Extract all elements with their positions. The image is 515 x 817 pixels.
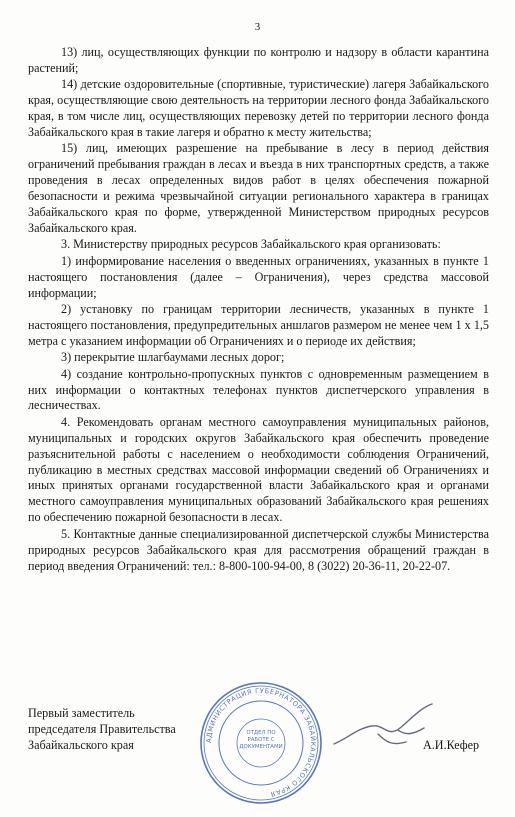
signature-block bbox=[28, 686, 498, 806]
page-number: 3 bbox=[254, 21, 261, 33]
paragraph-section-3: 3. Министерству природных ресурсов Забайкальского края организовать: bbox=[61, 237, 441, 252]
paragraph-section-4: 4. Рекомендовать органам местного самоуправления муниципальных районов, муниципальных и городских округов Забайкальского края обеспечить проведение разъяснительной работы с населением о необходимости соблюдения Ограничений, публикацию в местных средствах массовой информации сведений об Ограничениях и иных принятых органами государственной власти Забайкальского края и органами местного самоуправления муниципальных образований Забайкальского края решениях по обеспечению пожарной безопасности в лесах. bbox=[28, 414, 489, 525]
paragraph-13: 13) лиц, осуществляющих функции по контролю и надзору в области карантина растений; bbox=[28, 45, 489, 75]
signatory-name: А.И.Кефер bbox=[423, 738, 480, 752]
paragraph-3-3: 3) перекрытие шлагбаумами лесных дорог; bbox=[61, 350, 285, 365]
paragraph-3-2: 2) установку по границам территории лесничеств, указанных в пункте 1 настоящего постановления, предупредительных аншлагов размером не менее чем 1 х 1,5 метра с указанием информации об Ограничениях и о периоде их действия; bbox=[28, 302, 489, 348]
paragraph-14: 14) детские оздоровительные (спортивные, туристические) лагеря Забайкальского края, осуществляющие свою деятельность на территории лесного фонда Забайкальского края, в том числе лиц, осуществляющих перевозку детей по территории лесного фонда Забайкальского края в такие лагеря и обратно к месту жительства; bbox=[28, 77, 489, 140]
position-line: Первый заместитель bbox=[28, 706, 135, 720]
paragraph-3-4: 4) создание контрольно-пропускных пунктов с одновременным размещением в них информации о контактных телефонах пунктов диспетчерского управления в лесничествах. bbox=[28, 366, 489, 413]
svg-text:ОТДЕЛ ПОРАБОТЕ СДОКУМЕНТАМИ: ОТДЕЛ ПО РАБОТЕ С ДОКУМЕНТАМИ bbox=[239, 730, 283, 750]
position-line: председателя Правительства bbox=[28, 721, 176, 736]
official-stamp-seal bbox=[198, 680, 324, 806]
position-line: Забайкальского края bbox=[28, 737, 134, 752]
handwritten-signature bbox=[328, 698, 438, 758]
document-body bbox=[28, 45, 489, 575]
paragraph-15: 15) лиц, имеющих разрешение на пребывание в лесу в период действия ограничений пребывания граждан в лесах и въезда в них транспортных средств, а также проведения в лесах определенных видов работ в целях обеспечения пожарной безопасности и режима чрезвычайной ситуации регионального характера в границах Забайкальского края по форме, утвержденной Министерством природных ресурсов Забайкальского края. bbox=[28, 141, 489, 235]
paragraph-section-5: 5. Контактные данные специализированной диспетчерской службы Министерства природных ресурсов Забайкальского края для рассмотрения обращений граждан в период введения Ограничений: тел.: 8-800-100-94-00, 8 (3022) 20-36-11, 20-22-07. bbox=[28, 526, 489, 573]
svg-text:АДМИНИСТРАЦИЯ ГУБЕРНАТОРА ЗАБА: АДМИНИСТРАЦИЯ ГУБЕРНАТОРА ЗАБАЙКАЛЬСКОГО КРАЯ bbox=[204, 686, 318, 799]
paragraph-3-1: 1) информирование населения о введенных ограничениях, указанных в пункте 1 настоящего постановления (далее – Ограничения), через средства массовой информации; bbox=[28, 253, 489, 300]
